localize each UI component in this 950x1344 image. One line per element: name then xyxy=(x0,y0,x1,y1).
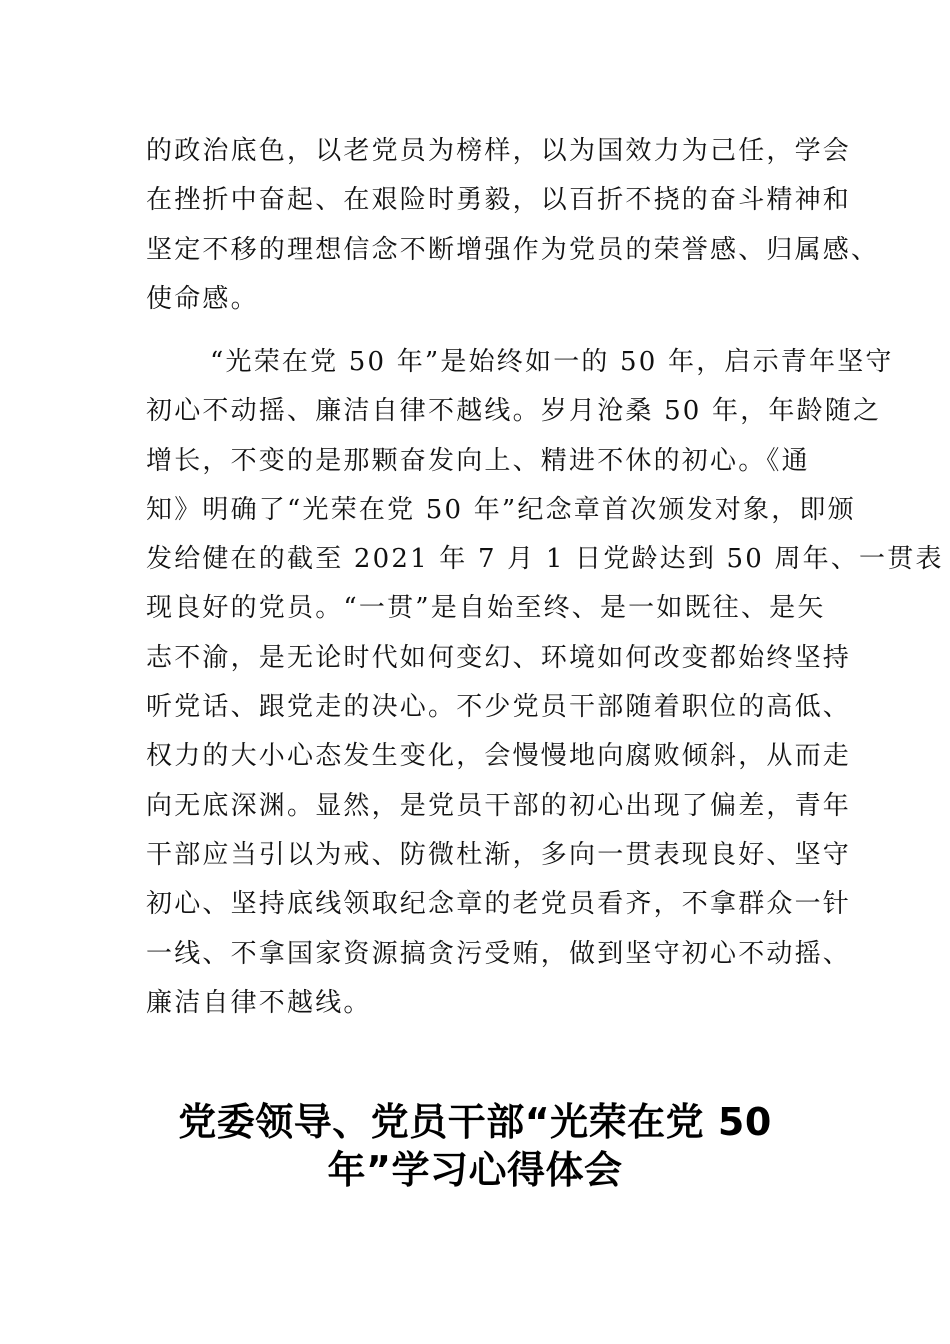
section-heading-line-2: 年”学习心得体会 xyxy=(327,1148,623,1192)
paragraph-1-line-4: 使命感。 xyxy=(146,283,259,314)
paragraph-2-line-2: 初心不动摇、廉洁自律不越线。岁月沧桑 50 年，年龄随之 xyxy=(146,396,882,427)
paragraph-2-line-13: 一线、不拿国家资源搞贪污受贿，做到坚守初心不动摇、 xyxy=(146,938,852,969)
paragraph-1-line-3: 坚定不移的理想信念不断增强作为党员的荣誉感、归属感、 xyxy=(146,234,880,265)
paragraph-2-line-4: 知》明确了“光荣在党 50 年”纪念章首次颁发对象，即颁 xyxy=(146,494,856,525)
section-heading xyxy=(0,1098,950,1194)
paragraph-2-line-6: 现良好的党员。“一贯”是自始至终、是一如既往、是矢 xyxy=(146,593,826,624)
paragraph-2 xyxy=(146,338,944,1028)
paragraph-1-line-1: 的政治底色，以老党员为榜样，以为国效力为己任，学会 xyxy=(146,136,852,166)
paragraph-2-line-7: 志不渝，是无论时代如何变幻、环境如何改变都始终坚持 xyxy=(146,642,852,673)
paragraph-2-line-11: 干部应当引以为戒、防微杜渐，多向一贯表现良好、坚守 xyxy=(146,839,852,870)
paragraph-2-line-1: “光荣在党 50 年”是始终如一的 50 年，启示青年坚守 xyxy=(210,347,894,377)
paragraph-2-line-10: 向无底深渊。显然，是党员干部的初心出现了偏差，青年 xyxy=(146,790,852,821)
paragraph-2-line-14: 廉洁自律不越线。 xyxy=(146,987,372,1018)
paragraph-2-line-12: 初心、坚持底线领取纪念章的老党员看齐，不拿群众一针 xyxy=(146,889,852,920)
paragraph-2-line-3: 增长，不变的是那颗奋发向上、精进不休的初心。《通 xyxy=(146,445,810,476)
paragraph-2-line-5: 发给健在的截至 2021 年 7 月 1 日党龄达到 50 周年、一贯表 xyxy=(146,544,944,575)
paragraph-2-line-8: 听党话、跟党走的决心。不少党员干部随着职位的高低、 xyxy=(146,692,852,723)
section-heading-line-1: 党委领导、党员干部“光荣在党 50 xyxy=(178,1100,772,1144)
paragraph-2-line-9: 权力的大小心态发生变化，会慢慢地向腐败倾斜，从而走 xyxy=(146,741,852,772)
paragraph-1 xyxy=(146,127,880,324)
paragraph-1-line-2: 在挫折中奋起、在艰险时勇毅，以百折不挠的奋斗精神和 xyxy=(146,185,852,216)
